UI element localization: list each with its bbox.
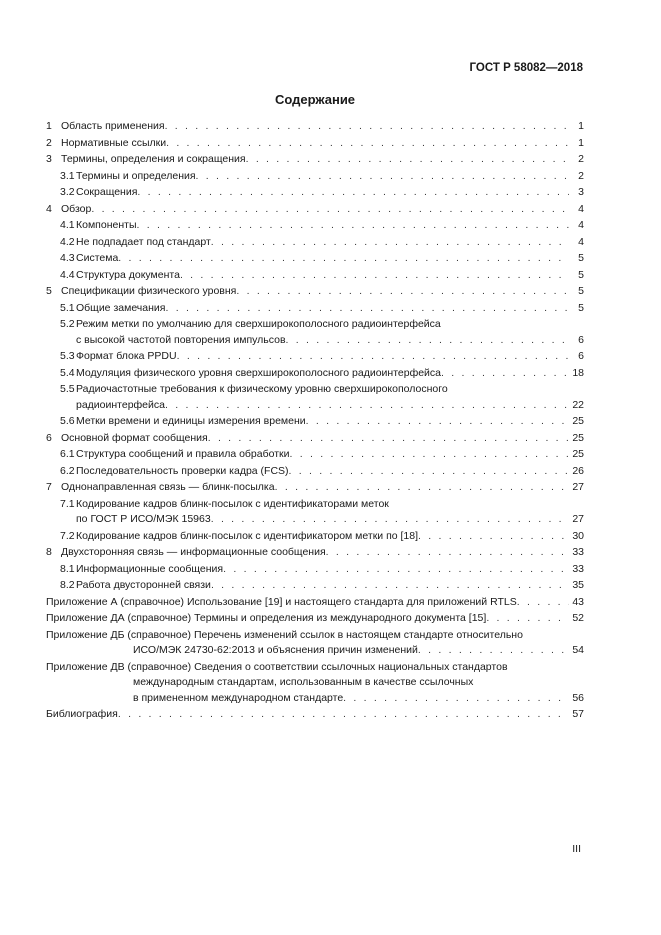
toc-entry[interactable]: [46, 235, 584, 251]
dot-leader: [165, 398, 569, 414]
toc-entry-page: 22: [572, 398, 584, 411]
toc-entry[interactable]: [46, 447, 584, 463]
toc-entry-number: 4: [46, 202, 52, 215]
dot-leader: [275, 480, 569, 496]
toc-entry[interactable]: [46, 562, 584, 578]
toc-entry-page: 5: [578, 268, 584, 281]
toc-entry-page: 1: [578, 120, 584, 132]
toc-entry-title-line: ИСО/МЭК 24730-62:2013 и объяснения причин изменений: [133, 644, 418, 656]
dot-leader: [486, 611, 569, 627]
toc-entry-page: 33: [572, 546, 584, 558]
toc-entry[interactable]: [46, 202, 584, 218]
toc-entry-number: 7: [46, 481, 52, 493]
toc-entry-title-line: по ГОСТ Р ИСО/МЭК 15963: [76, 513, 211, 525]
toc-entry-page: 2: [578, 169, 584, 182]
toc-entry-number: 7.2: [60, 529, 75, 542]
toc-entry-number: 3.2: [60, 186, 75, 198]
toc-entry-title-line: Однонаправленная связь — блинк-посылка: [61, 481, 275, 493]
dot-leader: [306, 414, 569, 430]
toc-entry-page: 56: [572, 691, 584, 704]
dot-leader: [236, 284, 569, 300]
toc-entry[interactable]: [46, 545, 584, 561]
dot-leader: [137, 185, 569, 201]
toc-entry-number: 8.2: [60, 579, 75, 591]
dot-leader: [196, 169, 569, 185]
toc-entry[interactable]: [46, 595, 584, 611]
toc-entry-title-line: с высокой частотой повторения импульсов: [76, 333, 286, 346]
toc-entry-page: 43: [572, 595, 584, 608]
toc-entry[interactable]: [46, 464, 584, 480]
toc-entry[interactable]: [46, 268, 584, 284]
toc-entry-title-line: Приложение ДВ (справочное) Сведения о соответствии ссылочных национальных стандартов: [46, 660, 508, 673]
toc-entry-title-line: Режим метки по умолчанию для сверхширокополосного радиоинтерфейса: [76, 318, 441, 330]
toc-entry-title-line: Термины и определения: [76, 169, 196, 182]
toc-entry-title-line: Двухсторонняя связь — информационные сообщения: [61, 546, 326, 558]
toc-entry[interactable]: [46, 414, 584, 430]
toc-entry[interactable]: [46, 301, 584, 317]
toc-entry-number: 5.2: [60, 318, 75, 330]
toc-entry-page: 4: [578, 219, 584, 231]
toc-entry[interactable]: [46, 349, 584, 365]
toc-entry-page: 26: [572, 464, 584, 477]
dot-leader: [418, 643, 569, 659]
dot-leader: [223, 562, 569, 578]
toc-entry-number: 5.3: [60, 350, 75, 362]
toc-entry-page: 52: [572, 612, 584, 624]
toc-entry-title-line: Основной формат сообщения: [61, 431, 208, 444]
toc-entry-title-line: Сокращения: [76, 186, 138, 198]
toc-entry-page: 2: [578, 153, 584, 165]
page-number: III: [572, 843, 581, 855]
dot-leader: [289, 464, 569, 480]
toc-entry-page: 4: [578, 235, 584, 248]
toc-entry-title-line: Библиография: [46, 708, 118, 720]
toc-entry-page: 54: [572, 644, 584, 656]
toc-entry-title-line: Не подпадает под стандарт: [76, 235, 211, 248]
toc-entry-number: 4.1: [60, 219, 75, 231]
dot-leader: [165, 119, 569, 135]
toc-entry-number: 3: [46, 153, 52, 165]
dot-leader: [180, 268, 569, 284]
toc-entry-title-line: Модуляция физического уровня сверхширокополосного радиоинтерфейса: [76, 366, 441, 379]
dot-leader: [177, 349, 569, 365]
toc-entry-number: 5.1: [60, 301, 75, 314]
toc-entry[interactable]: [46, 707, 584, 723]
toc-entry[interactable]: [46, 431, 584, 447]
toc-entry-number: 5: [46, 285, 52, 297]
toc-entry[interactable]: [46, 578, 584, 594]
toc-entry-title-line: Система: [76, 252, 119, 264]
dot-leader: [208, 431, 569, 447]
toc-entry-title-line: Структура сообщений и правила обработки: [76, 448, 290, 460]
toc-entry-title-line: Обзор: [61, 202, 92, 215]
toc-entry-title-line: Область применения: [61, 120, 165, 132]
dot-leader: [517, 595, 569, 611]
dot-leader: [166, 136, 569, 152]
toc-entry-page: 5: [578, 285, 584, 297]
toc-entry-number: 3.1: [60, 169, 75, 182]
toc-entry-page: 5: [578, 301, 584, 314]
toc-entry[interactable]: [46, 185, 584, 201]
toc-entry-page: 27: [572, 481, 584, 493]
toc-entry-title-line: Последовательность проверки кадра (FCS): [76, 464, 289, 477]
toc-entry-page: 35: [572, 579, 584, 591]
toc-entry-title-line: Приложение ДБ (справочное) Перечень изменений ссылок в настоящем стандарте относительно: [46, 628, 523, 641]
toc-entry[interactable]: [46, 611, 584, 627]
toc-entry[interactable]: [46, 382, 584, 413]
toc-entry[interactable]: [46, 317, 584, 348]
toc-entry-page: 1: [578, 136, 584, 149]
toc-entry[interactable]: [46, 218, 584, 234]
toc-entry-page: 4: [578, 202, 584, 215]
toc-entry-title-line: Формат блока PPDU: [76, 350, 177, 362]
toc-entry-page: 27: [572, 513, 584, 525]
toc-entry-title-line: Общие замечания: [76, 301, 166, 314]
toc-entry-title-line: Спецификации физического уровня: [61, 285, 237, 297]
toc-entry[interactable]: [46, 529, 584, 545]
toc-entry-title-line: Кодирование кадров блинк-посылок с идентификаторами меток: [76, 497, 389, 510]
toc-entry-number: 4.4: [60, 268, 75, 281]
dot-leader: [286, 333, 569, 349]
dot-leader: [91, 202, 569, 218]
toc-entry-title-line: Термины, определения и сокращения: [61, 153, 246, 165]
toc-entry[interactable]: [46, 628, 584, 659]
toc-entry[interactable]: [46, 119, 584, 135]
toc-entry-number: 4.3: [60, 252, 75, 264]
toc-entry[interactable]: [46, 480, 584, 496]
toc-entry[interactable]: [46, 152, 584, 168]
toc-entry[interactable]: [46, 366, 584, 382]
toc-entry-page: 57: [572, 708, 584, 720]
toc-entry-title-line: международным стандартам, использованным в качестве ссылочных: [133, 676, 474, 688]
toc-entry-page: 6: [578, 350, 584, 362]
toc-entry-number: 8: [46, 546, 52, 558]
dot-leader: [326, 545, 569, 561]
toc-entry[interactable]: [46, 497, 584, 528]
dot-leader: [118, 707, 569, 723]
toc-entry-number: 1: [46, 120, 52, 132]
toc-entry[interactable]: [46, 251, 584, 267]
toc-entry-page: 18: [572, 366, 584, 379]
dot-leader: [290, 447, 570, 463]
toc-entry-title-line: в примененном международном стандарте: [133, 691, 344, 704]
dot-leader: [211, 512, 569, 528]
toc-entry-page: 5: [578, 252, 584, 264]
toc-entry-title-line: Кодирование кадров блинк-посылок с идентификатором метки по [18]: [76, 529, 419, 542]
toc-entry-title-line: Радиочастотные требования к физическому уровню сверхширокополосного: [76, 383, 448, 395]
toc-entry-page: 6: [578, 333, 584, 346]
toc-entry-title-line: Приложение А (справочное) Использование [19] и настоящего стандарта для приложений RTLS: [46, 595, 517, 608]
toc-entry-number: 8.1: [60, 562, 75, 575]
dot-leader: [137, 218, 570, 234]
toc-entry-page: 25: [572, 448, 584, 460]
dot-leader: [118, 251, 569, 267]
toc-entry-number: 4.2: [60, 235, 75, 248]
dot-leader: [165, 301, 569, 317]
dot-leader: [246, 152, 569, 168]
dot-leader: [211, 235, 569, 251]
toc-title: Содержание: [274, 92, 356, 107]
toc-entry-page: 30: [572, 529, 584, 542]
toc-entry-number: 7.1: [60, 497, 75, 510]
toc-entry-page: 25: [572, 431, 584, 444]
toc-entry[interactable]: [46, 169, 584, 185]
toc-entry-title-line: Метки времени и единицы измерения времени: [76, 415, 306, 427]
dot-leader: [418, 529, 569, 545]
toc-entry-title-line: Работа двусторонней связи: [76, 579, 211, 591]
dot-leader: [343, 691, 569, 707]
document-code: ГОСТ Р 58082—2018: [469, 62, 583, 74]
toc-entry-title-line: Структура документа: [76, 268, 180, 281]
toc-entry-number: 6.2: [60, 464, 75, 477]
toc-entry-title-line: Компоненты: [76, 219, 137, 231]
toc-entry-number: 5.6: [60, 415, 75, 427]
toc-entry-page: 3: [578, 186, 584, 198]
toc-entry-number: 5.4: [60, 366, 75, 379]
dot-leader: [441, 366, 569, 382]
toc-entry[interactable]: [46, 136, 584, 152]
toc-entry[interactable]: [46, 284, 584, 300]
toc-entry-number: 6.1: [60, 448, 75, 460]
toc-entry-title-line: Нормативные ссылки: [61, 136, 167, 149]
dot-leader: [211, 578, 569, 594]
toc-entry-number: 6: [46, 431, 52, 444]
toc-entry-title-line: радиоинтерфейса: [76, 398, 165, 411]
toc-entry-title-line: Информационные сообщения: [76, 562, 224, 575]
toc-entry-number: 5.5: [60, 383, 75, 395]
toc-entry-title-line: Приложение ДА (справочное) Термины и определения из международного документа [15]: [46, 612, 487, 624]
toc-entry-number: 2: [46, 136, 52, 149]
toc-entry[interactable]: [46, 660, 584, 707]
toc-entry-page: 33: [572, 562, 584, 575]
toc-entry-page: 25: [572, 415, 584, 427]
table-of-contents: [46, 119, 584, 724]
